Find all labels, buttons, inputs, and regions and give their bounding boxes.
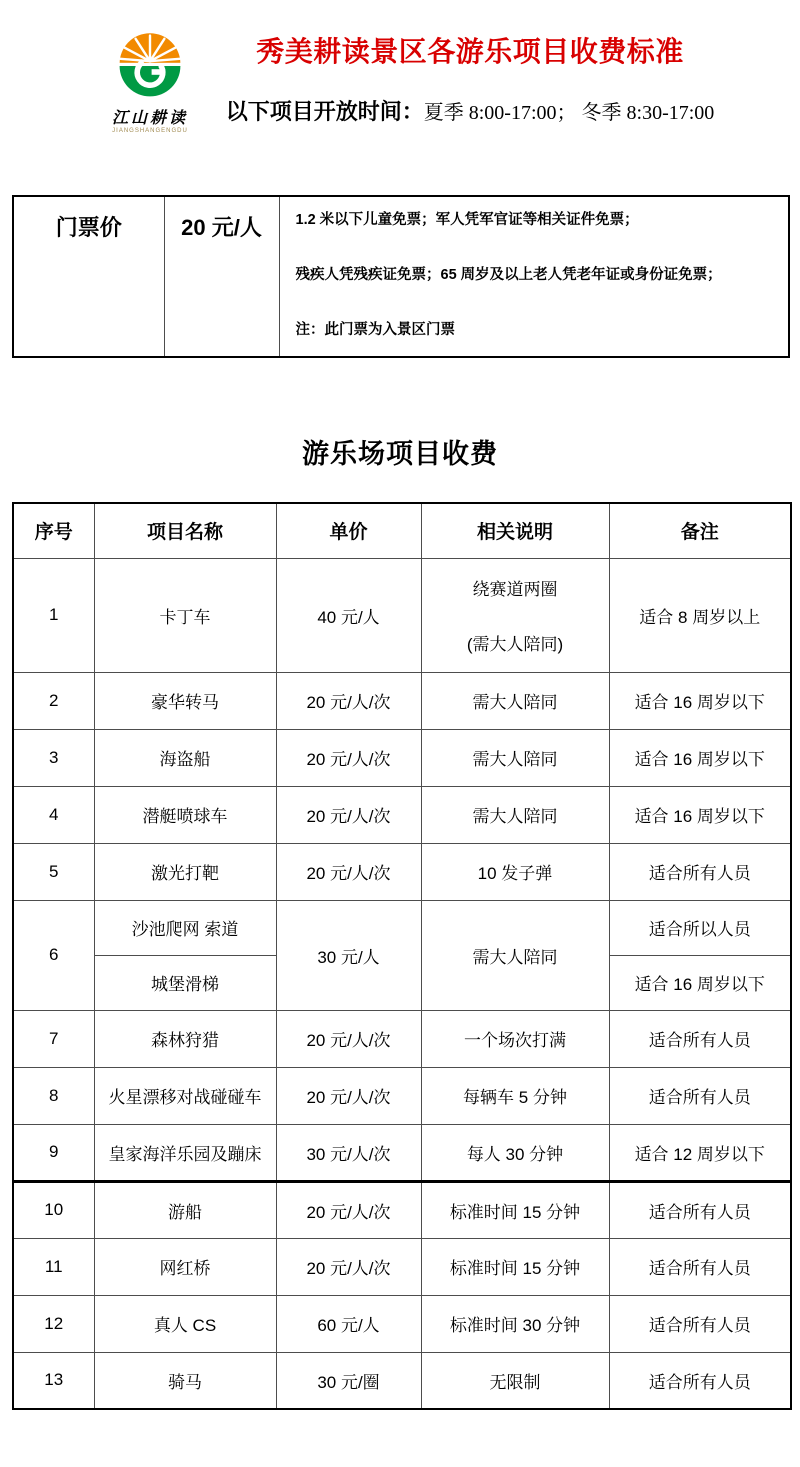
cell-project-name: 城堡滑梯 [94,955,276,1010]
cell-no: 10 [13,1181,94,1238]
cell-price: 20 元/人/次 [276,1010,421,1067]
cell-no: 7 [13,1010,94,1067]
cell-price: 30 元/圈 [276,1352,421,1409]
cell-note: 适合 16 周岁以下 [609,672,791,729]
cell-note: 适合 8 周岁以上 [609,558,791,672]
cell-no: 5 [13,843,94,900]
table-row [13,1181,791,1238]
table-row [13,843,791,900]
sun-g-logo-icon [110,26,190,106]
cell-project-name: 沙池爬网 索道 [94,900,276,955]
cell-no: 3 [13,729,94,786]
cell-price: 20 元/人/次 [276,1067,421,1124]
cell-note: 适合所有人员 [609,1181,791,1238]
cell-project-name: 激光打靶 [94,843,276,900]
cell-no: 4 [13,786,94,843]
cell-price: 20 元/人/次 [276,843,421,900]
desc-line: (需大人陪同) [466,635,564,654]
desc-line: 绕赛道两圈 [472,580,558,599]
cell-no: 9 [13,1124,94,1181]
cell-note: 适合所有人员 [609,1295,791,1352]
col-header-desc: 相关说明 [421,503,609,558]
table-row [13,900,791,955]
col-header-note: 备注 [609,503,791,558]
cell-price: 20 元/人/次 [276,729,421,786]
header-row [13,503,791,558]
cell-project-name: 卡丁车 [94,558,276,672]
table-row [13,1295,791,1352]
cell-project-name: 骑马 [94,1352,276,1409]
cell-desc: 需大人陪同 [421,786,609,843]
col-header-no: 序号 [13,503,94,558]
table-row [13,558,791,672]
cell-price: 30 元/人/次 [276,1124,421,1181]
cell-project-name: 皇家海洋乐园及蹦床 [94,1124,276,1181]
ticket-note-line: 注：此门票为入景区门票 [295,322,455,338]
open-time-value: 夏季 8:00-17:00； 冬季 8:30-17:00 [423,102,715,124]
open-time-label: 以下项目开放时间： [225,99,424,124]
cell-no: 1 [13,558,94,672]
cell-desc: 无限制 [421,1352,609,1409]
page-title: 秀美耕读景区各游乐项目收费标准 [256,36,684,67]
cell-no: 8 [13,1067,94,1124]
section-title: 游乐场项目收费 [302,439,498,469]
cell-note: 适合所有人员 [609,1010,791,1067]
cell-note: 适合所有人员 [609,843,791,900]
cell-price: 20 元/人/次 [276,672,421,729]
cell-price: 20 元/人/次 [276,1181,421,1238]
ticket-row [13,196,789,357]
amusement-fee-table [12,502,792,1410]
cell-desc: 10 发子弹 [421,843,609,900]
cell-desc: 需大人陪同 [421,900,609,1010]
header [0,0,800,158]
cell-note: 适合 12 周岁以下 [609,1124,791,1181]
cell-price: 30 元/人 [276,900,421,1010]
open-time-line [140,95,800,126]
cell-note: 适合所有人员 [609,1067,791,1124]
table-row [13,729,791,786]
ticket-label-cell: 门票价 [13,196,164,357]
logo-text: 江山耕读 [111,108,188,127]
cell-project-name: 真人 CS [94,1295,276,1352]
cell-price: 20 元/人/次 [276,1238,421,1295]
cell-desc: 需大人陪同 [421,729,609,786]
ticket-price-cell: 20 元/人 [164,196,279,357]
cell-project-name: 火星漂移对战碰碰车 [94,1067,276,1124]
cell-desc: 需大人陪同 [421,672,609,729]
col-header-name: 项目名称 [94,503,276,558]
logo [100,26,200,134]
table-row [13,1067,791,1124]
ticket-note-line: 残疾人凭残疾证免票；65 周岁及以上老人凭老年证或身份证免票； [295,267,722,283]
cell-project-name: 森林狩猎 [94,1010,276,1067]
cell-no: 11 [13,1238,94,1295]
cell-desc: 标准时间 15 分钟 [421,1238,609,1295]
table-row [13,1124,791,1181]
cell-no: 12 [13,1295,94,1352]
cell-price: 20 元/人/次 [276,786,421,843]
cell-desc: 每人 30 分钟 [421,1124,609,1181]
table-row [13,672,791,729]
cell-project-name: 潜艇喷球车 [94,786,276,843]
cell-no: 2 [13,672,94,729]
ticket-note-line: 1.2 米以下儿童免票；军人凭军官证等相关证件免票； [295,212,639,228]
cell-desc: 一个场次打满 [421,1010,609,1067]
table-row [13,786,791,843]
cell-project-name: 网红桥 [94,1238,276,1295]
cell-note: 适合 16 周岁以下 [609,786,791,843]
table-row [13,1238,791,1295]
cell-project-name: 豪华转马 [94,672,276,729]
cell-note: 适合所有人员 [609,1352,791,1409]
table-row [13,1352,791,1409]
cell-price: 40 元/人 [276,558,421,672]
cell-project-name: 游船 [94,1181,276,1238]
cell-note: 适合所以人员 [609,900,791,955]
cell-note: 适合所有人员 [609,1238,791,1295]
cell-note: 适合 16 周岁以下 [609,955,791,1010]
ticket-price-table [12,195,790,358]
cell-no: 13 [13,1352,94,1409]
col-header-price: 单价 [276,503,421,558]
table-row [13,1010,791,1067]
cell-price: 60 元/人 [276,1295,421,1352]
cell-note: 适合 16 周岁以下 [609,729,791,786]
ticket-notes-cell [279,196,789,357]
logo-subtext: JIANGSHANGENGDU [112,128,188,134]
cell-desc: 每辆车 5 分钟 [421,1067,609,1124]
cell-desc: 标准时间 30 分钟 [421,1295,609,1352]
cell-desc [421,558,609,672]
cell-project-name: 海盗船 [94,729,276,786]
cell-no: 6 [13,900,94,1010]
cell-desc: 标准时间 15 分钟 [421,1181,609,1238]
